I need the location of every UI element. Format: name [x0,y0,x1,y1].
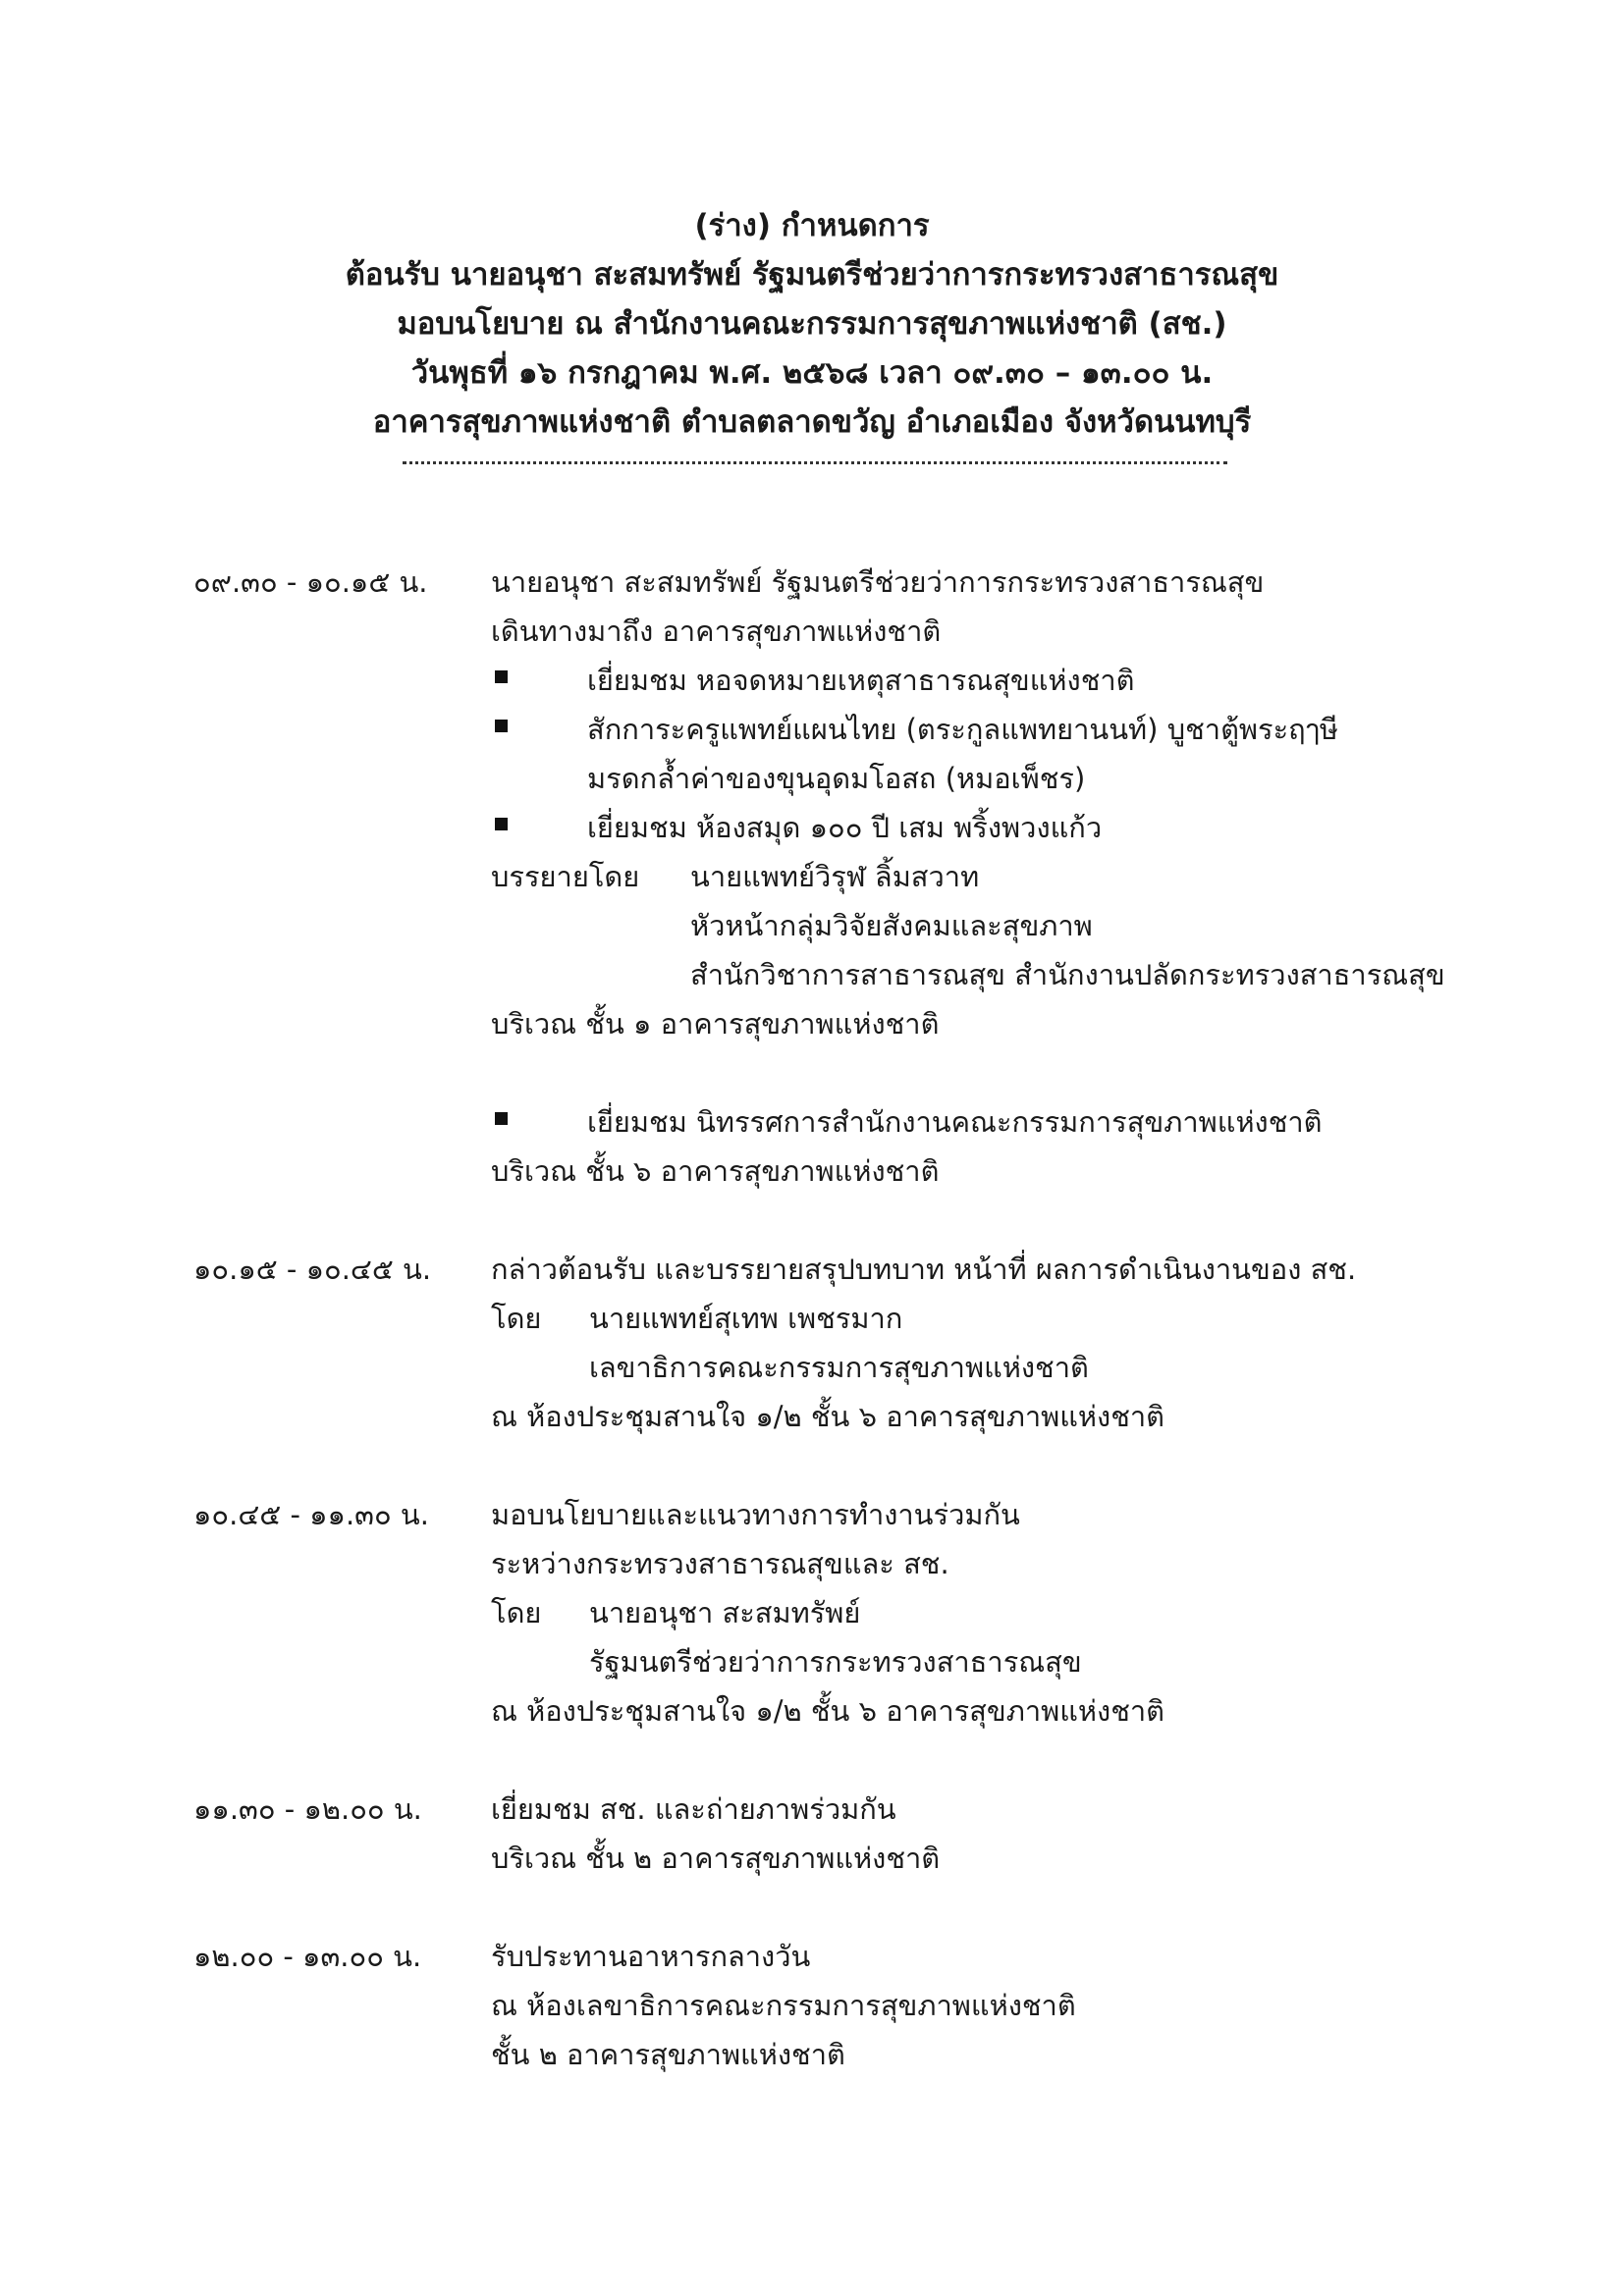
s4-line1: เยี่ยมชม สช. และถ่ายภาพร่วมกัน [491,1792,896,1826]
s1-location2: บริเวณ ชั้น ๖ อาคารสุขภาพแห่งชาติ [491,1154,940,1188]
s3-by-position: รัฐมนตรีช่วยว่าการกระทรวงสาธารณสุข [589,1645,1082,1679]
square-bullet-icon [495,818,508,830]
s1-bullet2b: มรดกล้ำค่าของขุนอุดมโอสถ (หมอเพ็ชร) [587,762,1086,795]
header-date-line: วันพุธที่ ๑๖ กรกฎาคม พ.ศ. ๒๕๖๘ เวลา ๐๙.๓๐ – ๑๓.๐๐ น. [410,355,1214,391]
s2-by-label: โดย [491,1302,542,1335]
s4-location: บริเวณ ชั้น ๒ อาคารสุขภาพแห่งชาติ [491,1842,941,1875]
s1-bullet3: เยี่ยมชม ห้องสมุด ๑๐๐ ปี เสม พริ้งพวงแก้ว [587,811,1103,844]
s2-by-name: นายแพทย์สุเทพ เพชรมาก [589,1302,903,1335]
s3-by-name: นายอนุชา สะสมทรัพย์ [589,1596,861,1629]
header-welcome-line: ต้อนรับ นายอนุชา สะสมทรัพย์ รัฐมนตรีช่วยว่าการกระทรวงสาธารณสุข [345,257,1279,293]
dotted-divider [403,461,1227,464]
s4-time: ๑๑.๓๐ - ๑๒.๐๐ น. [193,1792,422,1826]
square-bullet-icon [495,720,508,732]
s5-line3: ชั้น ๒ อาคารสุขภาพแห่งชาติ [491,2038,845,2071]
square-bullet-icon [495,1112,508,1125]
s2-time: ๑๐.๑๕ - ๑๐.๔๕ น. [193,1253,432,1286]
s1-bullet2a: สักการะครูแพทย์แผนไทย (ตระกูลแพทยานนท์) บูชาตู้พระฤๅษี [587,713,1339,746]
s2-by-position: เลขาธิการคณะกรรมการสุขภาพแห่งชาติ [589,1351,1089,1384]
s3-by-label: โดย [491,1596,542,1629]
header-title: (ร่าง) กำหนดการ [694,208,930,243]
s1-bullet4: เยี่ยมชม นิทรรศการสำนักงานคณะกรรมการสุขภาพแห่งชาติ [587,1105,1323,1139]
s1-by-label: บรรยายโดย [491,860,640,893]
s5-line2: ณ ห้องเลขาธิการคณะกรรมการสุขภาพแห่งชาติ [491,1989,1076,2022]
header-policy-line: มอบนโยบาย ณ สำนักงานคณะกรรมการสุขภาพแห่งชาติ (สช.) [397,306,1227,342]
s3-line2: ระหว่างกระทรวงสาธารณสุขและ สช. [491,1547,949,1580]
s3-time: ๑๐.๔๕ - ๑๑.๓๐ น. [193,1498,429,1531]
s3-line1: มอบนโยบายและแนวทางการทำงานร่วมกัน [491,1498,1020,1531]
s1-time: ๐๙.๓๐ - ๑๐.๑๕ น. [193,565,428,599]
s1-by-name: นายแพทย์วิรุฬ ลิ้มสวาท [690,860,980,893]
s1-bullet1: เยี่ยมชม หอจดหมายเหตุสาธารณสุขแห่งชาติ [587,664,1135,697]
s1-line2: เดินทางมาถึง อาคารสุขภาพแห่งชาติ [491,614,942,648]
s5-line1: รับประทานอาหารกลางวัน [491,1940,811,1973]
s1-location1: บริเวณ ชั้น ๑ อาคารสุขภาพแห่งชาติ [491,1007,940,1041]
s3-location: ณ ห้องประชุมสานใจ ๑/๒ ชั้น ๖ อาคารสุขภาพแห่งชาติ [491,1694,1164,1728]
s1-by-position2: สำนักวิชาการสาธารณสุข สำนักงานปลัดกระทรวงสาธารณสุข [690,958,1445,991]
s1-line1: นายอนุชา สะสมทรัพย์ รัฐมนตรีช่วยว่าการกระทรวงสาธารณสุข [491,565,1265,599]
square-bullet-icon [495,670,508,683]
header-venue-line: อาคารสุขภาพแห่งชาติ ตำบลตลาดขวัญ อำเภอเมือง จังหวัดนนทบุรี [372,404,1252,440]
s5-time: ๑๒.๐๐ - ๑๓.๐๐ น. [193,1940,422,1973]
s2-location: ณ ห้องประชุมสานใจ ๑/๒ ชั้น ๖ อาคารสุขภาพแห่งชาติ [491,1400,1164,1433]
s1-by-position1: หัวหน้ากลุ่มวิจัยสังคมและสุขภาพ [690,909,1093,942]
s2-line1: กล่าวต้อนรับ และบรรยายสรุปบทบาท หน้าที่ ผลการดำเนินงานของ สช. [491,1253,1357,1286]
document-header [0,201,1624,447]
